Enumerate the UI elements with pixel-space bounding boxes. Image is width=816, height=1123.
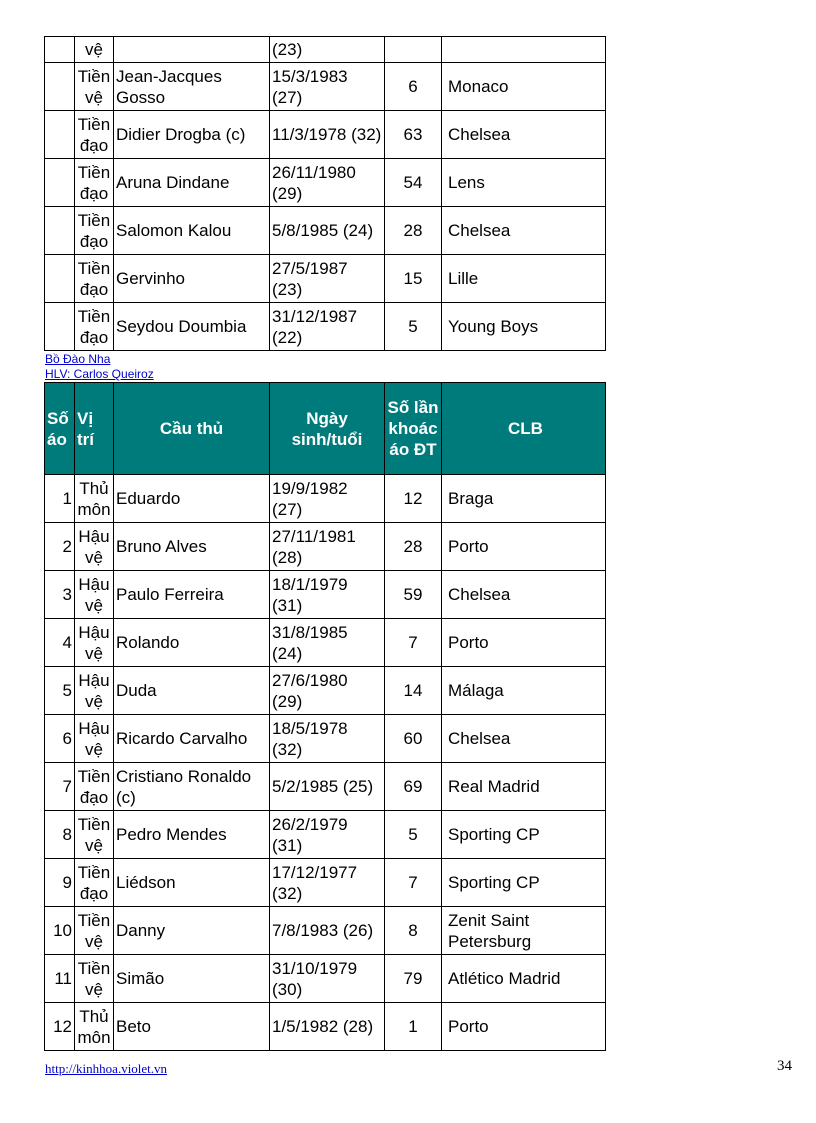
- cell-caps: 15: [385, 255, 442, 303]
- cell-position: Tiền đạo: [75, 207, 114, 255]
- cell-caps: 12: [385, 475, 442, 523]
- cell-position: Tiền vệ: [75, 907, 114, 955]
- cell-player: Paulo Ferreira: [114, 571, 270, 619]
- coach-link[interactable]: HLV: Carlos Queiroz: [45, 367, 154, 381]
- cell-position: Thủ môn: [75, 475, 114, 523]
- table-row: [45, 715, 606, 763]
- cell-birthdate: 15/3/1983 (27): [270, 63, 385, 111]
- cell-club: [442, 37, 606, 63]
- cell-player: Didier Drogba (c): [114, 111, 270, 159]
- cell-position: Tiền đạo: [75, 763, 114, 811]
- cell-club: Chelsea: [442, 715, 606, 763]
- cell-birthdate: 18/1/1979 (31): [270, 571, 385, 619]
- table-row: [45, 859, 606, 907]
- squad-table-continued: [44, 36, 606, 351]
- table-row: [45, 667, 606, 715]
- cell-club: Chelsea: [442, 571, 606, 619]
- table-row: [45, 37, 606, 63]
- cell-caps: 28: [385, 207, 442, 255]
- cell-club: Sporting CP: [442, 859, 606, 907]
- footer-link[interactable]: http://kinhhoa.violet.vn: [45, 1061, 168, 1076]
- table-row: [45, 303, 606, 351]
- cell-birthdate: 1/5/1982 (28): [270, 1003, 385, 1051]
- cell-number: [45, 303, 75, 351]
- cell-caps: 5: [385, 811, 442, 859]
- cell-position: Tiền đạo: [75, 303, 114, 351]
- cell-number: [45, 207, 75, 255]
- table-row: [45, 619, 606, 667]
- table-row: [45, 255, 606, 303]
- cell-club: Young Boys: [442, 303, 606, 351]
- cell-caps: 63: [385, 111, 442, 159]
- cell-caps: [385, 37, 442, 63]
- cell-number: 7: [45, 763, 75, 811]
- table-row: [45, 571, 606, 619]
- table-header-row: [45, 383, 606, 475]
- cell-number: [45, 63, 75, 111]
- cell-club: Monaco: [442, 63, 606, 111]
- cell-player: Ricardo Carvalho: [114, 715, 270, 763]
- footer: [45, 1061, 167, 1077]
- cell-number: 9: [45, 859, 75, 907]
- cell-position: Hậu vệ: [75, 667, 114, 715]
- cell-club: Chelsea: [442, 111, 606, 159]
- cell-player: Beto: [114, 1003, 270, 1051]
- cell-caps: 69: [385, 763, 442, 811]
- cell-club: Atlético Madrid: [442, 955, 606, 1003]
- cell-caps: 14: [385, 667, 442, 715]
- cell-number: 8: [45, 811, 75, 859]
- table-row: [45, 907, 606, 955]
- cell-birthdate: 26/2/1979 (31): [270, 811, 385, 859]
- cell-birthdate: 19/9/1982 (27): [270, 475, 385, 523]
- cell-caps: 60: [385, 715, 442, 763]
- cell-number: [45, 159, 75, 207]
- cell-position: Hậu vệ: [75, 619, 114, 667]
- header-position: Vị trí: [75, 383, 114, 475]
- cell-birthdate: 26/11/1980 (29): [270, 159, 385, 207]
- cell-player: Cristiano Ronaldo (c): [114, 763, 270, 811]
- cell-birthdate: 5/2/1985 (25): [270, 763, 385, 811]
- cell-position: Hậu vệ: [75, 523, 114, 571]
- cell-player: Simão: [114, 955, 270, 1003]
- table-row: [45, 207, 606, 255]
- cell-birthdate: 27/6/1980 (29): [270, 667, 385, 715]
- cell-club: Porto: [442, 523, 606, 571]
- cell-number: 3: [45, 571, 75, 619]
- header-caps: Số lần khoác áo ĐT: [385, 383, 442, 475]
- cell-number: 10: [45, 907, 75, 955]
- table-row: [45, 63, 606, 111]
- cell-birthdate: (23): [270, 37, 385, 63]
- team-links: [45, 352, 154, 382]
- team-link[interactable]: Bồ Đào Nha: [45, 352, 111, 366]
- cell-caps: 28: [385, 523, 442, 571]
- cell-player: Bruno Alves: [114, 523, 270, 571]
- cell-player: Jean-Jacques Gosso: [114, 63, 270, 111]
- table-row: [45, 1003, 606, 1051]
- cell-club: Lens: [442, 159, 606, 207]
- page-number: 34: [777, 1058, 792, 1074]
- cell-club: Porto: [442, 1003, 606, 1051]
- cell-club: Real Madrid: [442, 763, 606, 811]
- cell-player: Eduardo: [114, 475, 270, 523]
- cell-number: 4: [45, 619, 75, 667]
- cell-player: Seydou Doumbia: [114, 303, 270, 351]
- cell-player: Aruna Dindane: [114, 159, 270, 207]
- cell-player: Salomon Kalou: [114, 207, 270, 255]
- cell-position: Hậu vệ: [75, 715, 114, 763]
- cell-caps: 5: [385, 303, 442, 351]
- cell-number: 12: [45, 1003, 75, 1051]
- cell-position: Tiền đạo: [75, 159, 114, 207]
- cell-position: Tiền đạo: [75, 111, 114, 159]
- cell-birthdate: 27/11/1981 (28): [270, 523, 385, 571]
- header-birthdate: Ngày sinh/tuổi: [270, 383, 385, 475]
- cell-caps: 59: [385, 571, 442, 619]
- cell-number: 2: [45, 523, 75, 571]
- cell-birthdate: 18/5/1978 (32): [270, 715, 385, 763]
- table-row: [45, 955, 606, 1003]
- table-row: [45, 763, 606, 811]
- cell-number: [45, 37, 75, 63]
- table-row: [45, 159, 606, 207]
- cell-player: Duda: [114, 667, 270, 715]
- header-number: Số áo: [45, 383, 75, 475]
- cell-position: Tiền đạo: [75, 859, 114, 907]
- cell-caps: 7: [385, 619, 442, 667]
- header-player: Cầu thủ: [114, 383, 270, 475]
- cell-club: Chelsea: [442, 207, 606, 255]
- table-row: [45, 475, 606, 523]
- cell-position: Thủ môn: [75, 1003, 114, 1051]
- cell-position: Tiền vệ: [75, 63, 114, 111]
- cell-position: Tiền vệ: [75, 955, 114, 1003]
- cell-number: 11: [45, 955, 75, 1003]
- cell-position: Hậu vệ: [75, 571, 114, 619]
- cell-birthdate: 31/12/1987 (22): [270, 303, 385, 351]
- portugal-squad-table: [44, 382, 606, 1051]
- cell-caps: 6: [385, 63, 442, 111]
- cell-club: Braga: [442, 475, 606, 523]
- cell-number: [45, 111, 75, 159]
- cell-birthdate: 17/12/1977 (32): [270, 859, 385, 907]
- cell-club: Málaga: [442, 667, 606, 715]
- cell-birthdate: 31/10/1979 (30): [270, 955, 385, 1003]
- cell-position: Tiền đạo: [75, 255, 114, 303]
- cell-number: 1: [45, 475, 75, 523]
- cell-birthdate: 27/5/1987 (23): [270, 255, 385, 303]
- table-row: [45, 811, 606, 859]
- cell-player: Danny: [114, 907, 270, 955]
- cell-caps: 79: [385, 955, 442, 1003]
- header-club: CLB: [442, 383, 606, 475]
- cell-club: Lille: [442, 255, 606, 303]
- cell-number: 6: [45, 715, 75, 763]
- cell-caps: 54: [385, 159, 442, 207]
- cell-player: Liédson: [114, 859, 270, 907]
- cell-player: [114, 37, 270, 63]
- table-row: [45, 111, 606, 159]
- cell-birthdate: 5/8/1985 (24): [270, 207, 385, 255]
- table-row: [45, 523, 606, 571]
- cell-caps: 1: [385, 1003, 442, 1051]
- cell-club: Porto: [442, 619, 606, 667]
- cell-club: Zenit Saint Petersburg: [442, 907, 606, 955]
- cell-player: Rolando: [114, 619, 270, 667]
- cell-position: Tiền vệ: [75, 811, 114, 859]
- cell-caps: 8: [385, 907, 442, 955]
- cell-club: Sporting CP: [442, 811, 606, 859]
- cell-birthdate: 31/8/1985 (24): [270, 619, 385, 667]
- cell-position: vệ: [75, 37, 114, 63]
- cell-birthdate: 7/8/1983 (26): [270, 907, 385, 955]
- cell-player: Pedro Mendes: [114, 811, 270, 859]
- cell-player: Gervinho: [114, 255, 270, 303]
- cell-number: 5: [45, 667, 75, 715]
- cell-birthdate: 11/3/1978 (32): [270, 111, 385, 159]
- cell-caps: 7: [385, 859, 442, 907]
- cell-number: [45, 255, 75, 303]
